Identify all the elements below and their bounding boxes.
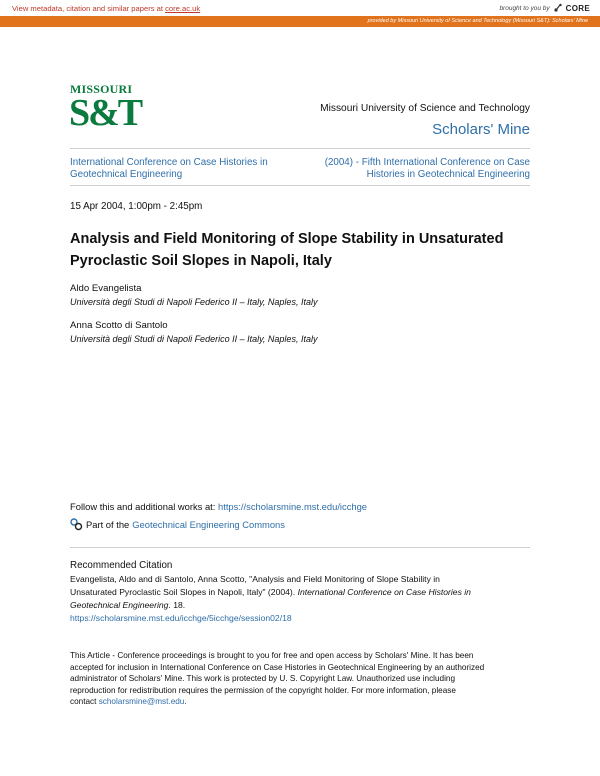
divider [70,185,530,186]
series-link-right[interactable]: (2004) - Fifth International Conference on Case Histories in Geotechnical Engineering [324,157,530,180]
core-logo-icon [553,3,563,13]
author-name: Anna Scotto di Santolo [70,320,168,331]
recommended-citation-heading: Recommended Citation [70,560,173,571]
author-affiliation: Università degli Studi di Napoli Federico II – Italy, Naples, Italy [70,297,318,307]
divider [70,148,530,149]
follow-line: Follow this and additional works at: https://scholarsmine.mst.edu/icchge [70,501,368,512]
geotechnical-commons-link[interactable]: Geotechnical Engineering Commons [132,519,285,530]
author-name: Aldo Evangelista [70,283,142,294]
citation-url-link[interactable]: https://scholarsmine.mst.edu/icchge/5icchge/session02/18 [70,613,292,623]
core-provided-text[interactable]: provided by Missouri University of Science and Technology (Missouri S&T): Scholars' Mine [367,17,588,24]
series-link-left[interactable]: International Conference on Case Histories in Geotechnical Engineering [70,157,268,180]
event-date: 15 Apr 2004, 1:00pm - 2:45pm [70,201,203,212]
scholars-mine-link[interactable]: Scholars' Mine [432,121,530,138]
divider [70,547,530,548]
core-provided-banner [0,16,600,27]
part-of-line: Part of the Geotechnical Engineering Commons [70,518,285,531]
core-link[interactable]: core.ac.uk [165,4,201,13]
follow-url-link[interactable]: https://scholarsmine.mst.edu/icchge [218,501,368,512]
core-view-metadata: View metadata, citation and similar papers at core.ac.uk [12,4,201,13]
st-logo-mark: S&T [69,92,142,134]
recommended-citation: Evangelista, Aldo and di Santolo, Anna Scotto, "Analysis and Field Monitoring of Slope Stability in Unsaturated Pyroclastic Soil Slopes in Napoli, Italy" (2004). International Conference on Case Histories in Geotechnical Engineering. 18. https://scholarsmine.mst.edu/icchge/5icchge/session02/18 [70,573,540,625]
contact-email-link[interactable]: scholarsmine@mst.edu [98,697,185,707]
core-brand[interactable]: brought to you by CORE [499,3,590,13]
institution-name: Missouri University of Science and Technology [320,103,530,114]
author-affiliation: Università degli Studi di Napoli Federico II – Italy, Naples, Italy [70,334,318,344]
core-top-bar [0,0,600,16]
missouri-logo-word: MISSOURI [70,82,133,96]
access-statement: This Article - Conference proceedings is brought to you for free and open access by Scholars' Mine. It has been accepted for inclusion in International Conference on Case Histories in Geotechnical Engineering by an authorized administrator of Scholars' Mine. This work is protected by U. S. Copyright Law. Unauthorized use including reproduction for redistribution requires the permission of the copyright holder. For more information, please contact scholarsmine@mst.edu. [70,651,485,707]
commons-network-icon [70,518,83,531]
paper-title: Analysis and Field Monitoring of Slope Stability in Unsaturated Pyroclastic Soil Slopes in Napoli, Italy [70,231,504,269]
